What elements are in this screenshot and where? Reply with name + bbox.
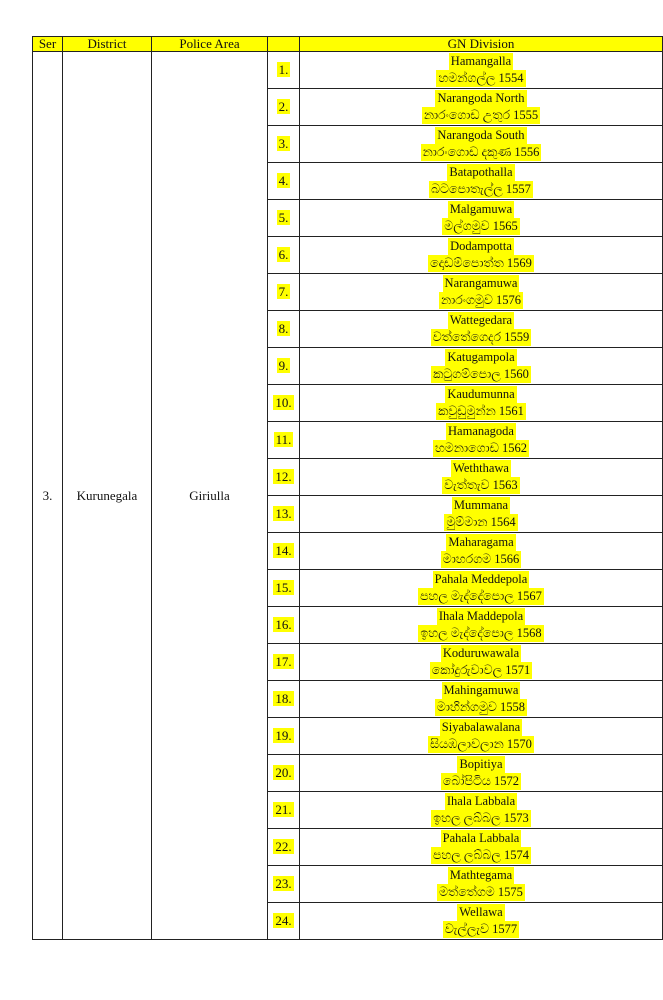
row-number: 20. (275, 765, 292, 780)
gn-division-cell (300, 422, 663, 459)
gn-division-name-english: Batapothalla (449, 165, 513, 179)
group-district-cell: Kurunegala (63, 52, 152, 940)
row-number: 5. (278, 210, 289, 225)
row-number: 15. (275, 580, 292, 595)
gn-division-cell (300, 89, 663, 126)
row-number-cell (268, 570, 300, 607)
gn-division-cell (300, 533, 663, 570)
gn-division-name-sinhala: සියඹලාවලාන 1570 (430, 737, 532, 751)
row-number-cell (268, 607, 300, 644)
row-number-cell (268, 89, 300, 126)
gn-division-name-sinhala: මල්ගමුව 1565 (444, 219, 518, 233)
gn-division-cell (300, 829, 663, 866)
gn-division-cell (300, 644, 663, 681)
gn-division-cell (300, 348, 663, 385)
header-district: District (63, 37, 152, 52)
gn-division-name-sinhala: වැල්ලැව 1577 (444, 922, 518, 936)
gn-division-name-english: Bopitiya (459, 757, 503, 771)
row-number-cell (268, 829, 300, 866)
gn-division-cell (300, 903, 663, 940)
gn-division-name-english: Wattegedara (449, 313, 513, 327)
row-number-cell (268, 200, 300, 237)
gn-division-cell (300, 237, 663, 274)
row-number: 3. (278, 136, 289, 151)
gn-division-name-sinhala: බෝපිටිය 1572 (442, 774, 520, 788)
gn-division-name-english: Ihala Maddepola (438, 609, 524, 623)
row-number-cell (268, 348, 300, 385)
gn-division-name-sinhala: දොඩම්පොත්ත 1569 (430, 256, 532, 270)
gn-division-name-sinhala: නාරංගොඩ දකුණ 1556 (422, 145, 540, 159)
gn-division-name-sinhala: මුම්මාන 1564 (446, 515, 516, 529)
gn-division-name-english: Narangamuwa (444, 276, 518, 290)
gn-division-name-english: Narangoda South (437, 128, 525, 142)
row-number: 24. (275, 913, 292, 928)
row-number: 14. (275, 543, 292, 558)
row-number-cell (268, 866, 300, 903)
row-number-cell (268, 718, 300, 755)
gn-division-cell (300, 718, 663, 755)
gn-division-name-sinhala: ඉහල ලබ්බල 1573 (433, 811, 529, 825)
header-ser: Ser (33, 37, 63, 52)
gn-division-name-english: Kaudumunna (447, 387, 515, 401)
gn-division-name-english: Hamangalla (450, 54, 512, 68)
row-number: 11. (275, 432, 292, 447)
row-number: 1. (278, 62, 289, 77)
gn-division-name-english: Mummana (453, 498, 509, 512)
header-gn-division: GN Division (300, 37, 663, 52)
gn-division-name-english: Dodampotta (450, 239, 512, 253)
gn-division-name-english: Maharagama (448, 535, 514, 549)
row-number: 7. (278, 284, 289, 299)
row-number: 2. (278, 99, 289, 114)
gn-division-cell (300, 570, 663, 607)
gn-division-name-sinhala: පහල ලබ්බල 1574 (432, 848, 530, 862)
gn-division-cell (300, 200, 663, 237)
gn-division-name-english: Narangoda North (437, 91, 525, 105)
row-number-cell (268, 903, 300, 940)
row-number: 18. (275, 691, 292, 706)
header-number (268, 37, 300, 52)
gn-division-name-english: Koduruwawala (442, 646, 520, 660)
gn-division-name-english: Hamanagoda (448, 424, 514, 438)
header-police-area: Police Area (152, 37, 268, 52)
table-row (33, 52, 663, 89)
gn-division-cell (300, 163, 663, 200)
gn-division-name-sinhala: බටපොතැල්ල 1557 (431, 182, 531, 196)
gn-division-cell (300, 126, 663, 163)
gn-division-cell (300, 52, 663, 89)
gn-division-name-sinhala: කවුඩුමුන්න 1561 (438, 404, 524, 418)
row-number: 16. (275, 617, 292, 632)
row-number: 10. (275, 395, 292, 410)
row-number-cell (268, 237, 300, 274)
gn-division-cell (300, 459, 663, 496)
row-number-cell (268, 52, 300, 89)
gn-division-name-english: Mathtegama (449, 868, 513, 882)
row-number-cell (268, 533, 300, 570)
gn-division-cell (300, 866, 663, 903)
row-number-cell (268, 792, 300, 829)
gn-division-name-english: Ihala Labbala (446, 794, 516, 808)
gn-division-cell (300, 385, 663, 422)
gn-division-name-english: Pahala Labbala (442, 831, 520, 845)
gn-division-name-sinhala: පහල මැද්දේපොල 1567 (420, 589, 542, 603)
gn-division-cell (300, 792, 663, 829)
row-number-cell (268, 163, 300, 200)
gn-division-name-english: Siyabalawalana (441, 720, 521, 734)
row-number-cell (268, 422, 300, 459)
gn-division-cell (300, 311, 663, 348)
row-number: 4. (278, 173, 289, 188)
row-number: 8. (278, 321, 289, 336)
gn-division-name-english: Weththawa (453, 461, 509, 475)
gn-division-name-sinhala: මාහින්ගමුව 1558 (436, 700, 526, 714)
gn-division-name-sinhala: මාහරගම 1566 (442, 552, 520, 566)
gn-division-name-sinhala: කෝදුරුවාවල 1571 (431, 663, 531, 677)
row-number: 21. (275, 802, 292, 817)
gn-division-name-english: Katugampola (447, 350, 515, 364)
table-body (33, 52, 663, 940)
row-number-cell (268, 644, 300, 681)
row-number-cell (268, 755, 300, 792)
row-number: 19. (275, 728, 292, 743)
gn-division-name-sinhala: ඉහල මැද්දේපොල 1568 (420, 626, 542, 640)
gn-division-name-sinhala: නාරංගමුව 1576 (440, 293, 522, 307)
gn-division-name-english: Wellawa (459, 905, 503, 919)
gn-division-name-english: Mahingamuwa (443, 683, 519, 697)
row-number: 13. (275, 506, 292, 521)
row-number: 17. (275, 654, 292, 669)
group-police-area-cell: Giriulla (152, 52, 268, 940)
row-number-cell (268, 126, 300, 163)
row-number-cell (268, 496, 300, 533)
row-number-cell (268, 311, 300, 348)
table-header-row (33, 37, 663, 52)
gn-division-name-sinhala: හමන්ගල්ල 1554 (438, 71, 524, 85)
row-number-cell (268, 681, 300, 718)
gn-division-cell (300, 274, 663, 311)
gn-division-name-sinhala: මත්තේගම 1575 (439, 885, 523, 899)
row-number: 12. (275, 469, 292, 484)
gn-division-table (32, 36, 663, 940)
gn-division-name-sinhala: කටුගම්පොල 1560 (433, 367, 529, 381)
gn-division-cell (300, 681, 663, 718)
row-number-cell (268, 274, 300, 311)
row-number: 6. (278, 247, 289, 262)
row-number: 23. (275, 876, 292, 891)
gn-division-cell (300, 607, 663, 644)
gn-division-name-english: Pahala Meddepola (434, 572, 528, 586)
gn-division-cell (300, 496, 663, 533)
gn-division-name-sinhala: වත්තේගෙදර 1559 (432, 330, 530, 344)
gn-division-name-sinhala: හමනාගොඩ 1562 (434, 441, 528, 455)
row-number: 22. (275, 839, 292, 854)
gn-division-name-english: Malgamuwa (449, 202, 513, 216)
group-ser-cell: 3. (33, 52, 63, 940)
gn-division-name-sinhala: නාරංගොඩ උතුර 1555 (423, 108, 539, 122)
row-number-cell (268, 459, 300, 496)
gn-division-cell (300, 755, 663, 792)
gn-division-name-sinhala: වැත්තැව 1563 (444, 478, 518, 492)
row-number-cell (268, 385, 300, 422)
row-number: 9. (278, 358, 289, 373)
